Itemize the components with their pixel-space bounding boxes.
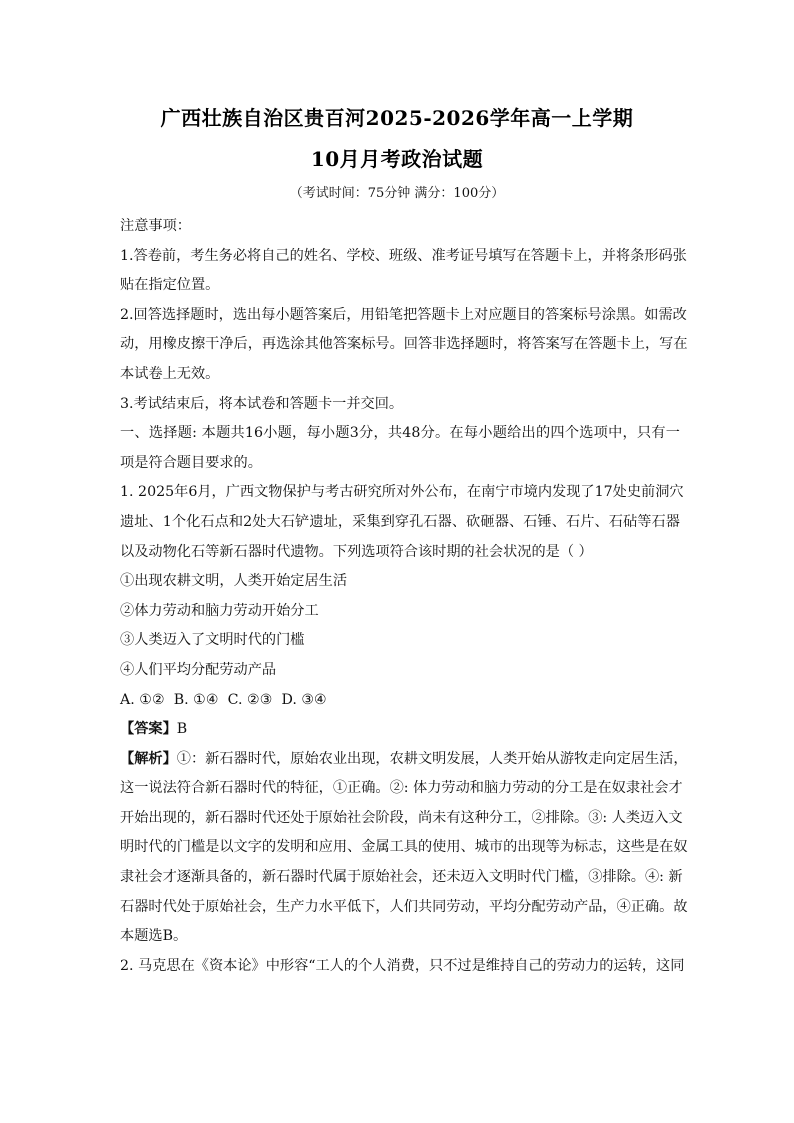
q2-stem-line1: 2. 马克思在《资本论》中形容“工人的个人消费，只不过是维持自己的劳动力的运转，这同 <box>120 957 685 974</box>
exam-info: （考试时间：75分钟 满分：100分） <box>289 186 505 201</box>
q1-analysis-line3: 开始出现的，新石器时代还处于原始社会阶段，尚未有这种分工，②排除。③: 人类迈入文 <box>120 809 683 826</box>
q1-answer <box>120 715 680 745</box>
q1-stem-line1: 1. 2025年6月，广西文物保护与考古研究所对外公布，在南宁市境内发现了17处史前洞穴 <box>120 484 684 501</box>
q1-stem-line2: 遗址、1个化石点和2处大石铲遗址，采集到穿孔石器、砍砸器、石锤、石片、石砧等石器 <box>120 513 680 530</box>
analysis-label: 【解析】 <box>120 750 177 767</box>
notice-heading: 注意事项： <box>120 218 191 234</box>
notice-item-1-line2: 贴在指定位置。 <box>120 277 220 294</box>
section1-intro-line2: 项是符合题目要求的。 <box>120 454 262 471</box>
notice-item-2-line2: 动，用橡皮擦干净后，再选涂其他答案标号。回答非选择题时，将答案写在答题卡上，写在 <box>120 336 688 353</box>
q1-analysis-line5: 隶社会才逐渐具备的，新石器时代属于原始社会，还未迈入文明时代门槛，③排除。④: 新 <box>120 869 683 886</box>
q1-choices: A. ①② B. ①④ C. ②③ D. ③④ <box>120 691 327 708</box>
exam-title-line1: 广西壮族自治区贵百河2025-2026学年高一上学期 <box>160 106 634 130</box>
notice-item-2-line3: 本试卷上无效。 <box>120 365 220 382</box>
q1-analysis-line4: 明时代的门槛是以文字的发明和应用、金属工具的使用、城市的出现等为标志，这些是在奴 <box>120 839 688 856</box>
q1-option-3: ③人类迈入了文明时代的门槛 <box>120 632 305 649</box>
answer-label: 【答案】 <box>120 721 177 738</box>
q1-analysis-line1 <box>120 745 688 775</box>
notice-item-1-line1: 1.答卷前，考生务必将自己的姓名、学校、班级、准考证号填写在答题卡上，并将条形码张 <box>120 247 687 264</box>
answer-value: B <box>176 721 188 738</box>
analysis-text-1: ①：新石器时代，原始农业出现，农耕文明发展，人类开始从游牧走向定居生活， <box>176 750 688 767</box>
exam-title-line2: 10月月考政治试题 <box>310 147 484 171</box>
q1-option-2: ②体力劳动和脑力劳动开始分工 <box>120 602 319 619</box>
notice-item-3: 3.考试结束后，将本试卷和答题卡一并交回。 <box>120 395 404 412</box>
q1-analysis-line2: 这一说法符合新石器时代的特征，①正确。②: 体力劳动和脑力劳动的分工是在奴隶社会才 <box>120 780 683 797</box>
document-body <box>120 212 688 981</box>
q1-analysis-line6: 石器时代处于原始社会，生产力水平低下，人们共同劳动，平均分配劳动产品，④正确。故 <box>120 898 688 915</box>
q1-analysis-line7: 本题选B。 <box>120 928 188 945</box>
section1-intro-line1: 一、选择题: 本题共16小题，每小题3分，共48分。在每小题给出的四个选项中，只有一 <box>120 425 680 442</box>
q1-option-4: ④人们平均分配劳动产品 <box>120 661 277 678</box>
notice-item-2-line1: 2.回答选择题时，选出每小题答案后，用铅笔把答题卡上对应题目的答案标号涂黑。如需改 <box>120 306 687 323</box>
q1-option-1: ①出现农耕文明，人类开始定居生活 <box>120 573 348 590</box>
q1-stem-line3: 以及动物化石等新石器时代遗物。下列选项符合该时期的社会状况的是（ ） <box>120 543 593 560</box>
